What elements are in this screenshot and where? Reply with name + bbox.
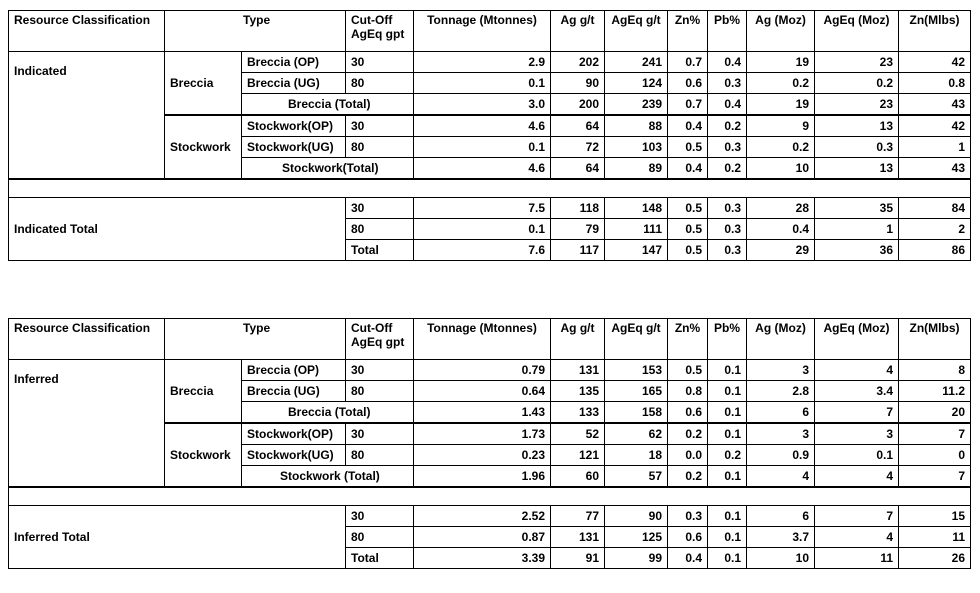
header-pb-pct: Pb% [708, 11, 747, 52]
cell-pb: 0.1 [708, 506, 747, 527]
cell-ageq-moz: 4 [815, 360, 899, 381]
cell-zn: 0.6 [668, 527, 708, 548]
header-ageq-moz: AgEq (Moz) [815, 319, 899, 360]
cell-ageq: 147 [605, 240, 668, 261]
cell-zn: 0.0 [668, 445, 708, 466]
cell-ageq: 124 [605, 73, 668, 94]
cell-zn-mlbs: 11 [899, 527, 971, 548]
cell-tonnage: 4.6 [414, 158, 551, 180]
cell-ageq: 18 [605, 445, 668, 466]
cell-zn-mlbs: 43 [899, 94, 971, 116]
cell-ageq: 153 [605, 360, 668, 381]
cell-cutoff: Total [346, 240, 414, 261]
cell-ag-moz: 3 [747, 360, 815, 381]
cell-tonnage: 0.1 [414, 219, 551, 240]
grand-total-row [9, 198, 971, 219]
cell-ageq-moz: 3.4 [815, 381, 899, 402]
cell-tonnage: 0.1 [414, 137, 551, 158]
cell-tonnage: 1.43 [414, 402, 551, 424]
cell-tonnage: 7.5 [414, 198, 551, 219]
cell-ageq: 57 [605, 466, 668, 488]
header-zn-pct: Zn% [668, 319, 708, 360]
cell-zn-mlbs: 26 [899, 548, 971, 569]
cell-ag: 202 [551, 52, 605, 73]
cell-pb: 0.2 [708, 115, 747, 137]
table-cell [9, 487, 971, 506]
cell-zn: 0.8 [668, 381, 708, 402]
cell-ag-moz: 2.8 [747, 381, 815, 402]
header-ag-gt: Ag g/t [551, 11, 605, 52]
cell-zn: 0.2 [668, 466, 708, 488]
cell-cutoff: 80 [346, 137, 414, 158]
indicated-total-label: Indicated Total [9, 198, 346, 261]
cell-tonnage: 2.52 [414, 506, 551, 527]
cell-type: Breccia (OP) [242, 360, 346, 381]
cell-cutoff: 30 [346, 506, 414, 527]
cell-ag-moz: 9 [747, 115, 815, 137]
header-cutoff: Cut-Off AgEq gpt [346, 319, 414, 360]
header-ageq-gt: AgEq g/t [605, 319, 668, 360]
group-breccia: Breccia [165, 360, 242, 424]
cell-pb: 0.3 [708, 198, 747, 219]
cell-ageq: 111 [605, 219, 668, 240]
cell-pb: 0.1 [708, 381, 747, 402]
cell-ag: 79 [551, 219, 605, 240]
cell-type: Breccia (OP) [242, 52, 346, 73]
cell-type: Stockwork(UG) [242, 137, 346, 158]
cell-tonnage: 0.1 [414, 73, 551, 94]
inferred-total-label: Inferred Total [9, 506, 346, 569]
cell-type: Stockwork(UG) [242, 445, 346, 466]
header-ag-moz: Ag (Moz) [747, 11, 815, 52]
cell-ag-moz: 19 [747, 94, 815, 116]
cell-ageq-moz: 35 [815, 198, 899, 219]
cell-pb: 0.3 [708, 219, 747, 240]
cell-ag-moz: 0.9 [747, 445, 815, 466]
cell-type: Stockwork(OP) [242, 115, 346, 137]
cell-ag: 118 [551, 198, 605, 219]
cell-ag: 90 [551, 73, 605, 94]
cell-zn: 0.5 [668, 198, 708, 219]
cell-ageq-moz: 23 [815, 94, 899, 116]
cell-ageq-moz: 13 [815, 115, 899, 137]
cell-ag-moz: 29 [747, 240, 815, 261]
header-ag-gt: Ag g/t [551, 319, 605, 360]
table-row [9, 360, 971, 381]
cell-ageq-moz: 13 [815, 158, 899, 180]
cell-zn: 0.5 [668, 137, 708, 158]
cell-ageq-moz: 0.2 [815, 73, 899, 94]
cell-ageq-moz: 1 [815, 219, 899, 240]
classification-indicated: Indicated [9, 52, 165, 180]
table-row [9, 52, 971, 73]
inferred-resource-table [8, 318, 971, 569]
cell-ag: 60 [551, 466, 605, 488]
cell-ag-moz: 0.2 [747, 137, 815, 158]
cell-zn: 0.7 [668, 94, 708, 116]
cell-tonnage: 4.6 [414, 115, 551, 137]
cell-ageq: 165 [605, 381, 668, 402]
cell-tonnage: 3.39 [414, 548, 551, 569]
cell-type: Breccia (UG) [242, 73, 346, 94]
cell-ag: 117 [551, 240, 605, 261]
cell-ag: 131 [551, 527, 605, 548]
cell-zn-mlbs: 7 [899, 423, 971, 445]
cell-ageq-moz: 11 [815, 548, 899, 569]
cell-zn: 0.5 [668, 219, 708, 240]
header-resource-classification: Resource Classification [9, 319, 165, 360]
cell-pb: 0.1 [708, 548, 747, 569]
cell-zn-mlbs: 86 [899, 240, 971, 261]
cell-ag: 64 [551, 115, 605, 137]
cell-tonnage: 7.6 [414, 240, 551, 261]
cell-zn-mlbs: 43 [899, 158, 971, 180]
cell-ag-moz: 4 [747, 466, 815, 488]
header-ageq-moz: AgEq (Moz) [815, 11, 899, 52]
cell-tonnage: 3.0 [414, 94, 551, 116]
cell-ag-moz: 6 [747, 506, 815, 527]
cell-ag-moz: 10 [747, 158, 815, 180]
header-ageq-gt: AgEq g/t [605, 11, 668, 52]
cell-zn-mlbs: 7 [899, 466, 971, 488]
cell-zn: 0.4 [668, 158, 708, 180]
cell-tonnage: 0.23 [414, 445, 551, 466]
cell-ageq: 239 [605, 94, 668, 116]
cell-zn-mlbs: 1 [899, 137, 971, 158]
spacer-row [9, 179, 971, 198]
grand-total-row [9, 506, 971, 527]
cell-pb: 0.1 [708, 402, 747, 424]
cell-cutoff: 80 [346, 445, 414, 466]
cell-ageq-moz: 4 [815, 466, 899, 488]
header-zn-pct: Zn% [668, 11, 708, 52]
header-resource-classification: Resource Classification [9, 11, 165, 52]
cell-ag: 52 [551, 423, 605, 445]
cell-ageq-moz: 3 [815, 423, 899, 445]
header-tonnage: Tonnage (Mtonnes) [414, 319, 551, 360]
cell-zn-mlbs: 0.8 [899, 73, 971, 94]
cell-pb: 0.1 [708, 466, 747, 488]
cell-zn-mlbs: 15 [899, 506, 971, 527]
cell-pb: 0.3 [708, 137, 747, 158]
cell-zn: 0.5 [668, 240, 708, 261]
cell-zn-mlbs: 2 [899, 219, 971, 240]
cell-label: Stockwork (Total) [242, 466, 414, 488]
cell-ageq: 99 [605, 548, 668, 569]
cell-zn-mlbs: 11.2 [899, 381, 971, 402]
cell-zn: 0.7 [668, 52, 708, 73]
cell-zn: 0.3 [668, 506, 708, 527]
cell-ageq-moz: 4 [815, 527, 899, 548]
cell-ag-moz: 0.2 [747, 73, 815, 94]
cell-ageq-moz: 7 [815, 402, 899, 424]
cell-ageq: 158 [605, 402, 668, 424]
cell-pb: 0.3 [708, 240, 747, 261]
cell-ag-moz: 0.4 [747, 219, 815, 240]
header-pb-pct: Pb% [708, 319, 747, 360]
header-cutoff: Cut-Off AgEq gpt [346, 11, 414, 52]
cell-cutoff: 80 [346, 381, 414, 402]
cell-cutoff: 30 [346, 423, 414, 445]
cell-cutoff: 80 [346, 219, 414, 240]
cell-zn: 0.2 [668, 423, 708, 445]
cell-ag: 135 [551, 381, 605, 402]
cell-zn: 0.4 [668, 548, 708, 569]
group-stockwork: Stockwork [165, 115, 242, 179]
cell-ageq: 89 [605, 158, 668, 180]
cell-pb: 0.1 [708, 423, 747, 445]
cell-type: Stockwork(OP) [242, 423, 346, 445]
cell-ageq-moz: 23 [815, 52, 899, 73]
cell-label: Breccia (Total) [242, 402, 414, 424]
cell-zn: 0.6 [668, 73, 708, 94]
cell-ageq: 62 [605, 423, 668, 445]
cell-cutoff: 30 [346, 360, 414, 381]
cell-pb: 0.4 [708, 94, 747, 116]
cell-ageq: 125 [605, 527, 668, 548]
cell-ageq: 90 [605, 506, 668, 527]
cell-tonnage: 0.64 [414, 381, 551, 402]
cell-tonnage: 2.9 [414, 52, 551, 73]
cell-tonnage: 1.96 [414, 466, 551, 488]
header-type: Type [165, 11, 346, 52]
cell-ageq-moz: 0.3 [815, 137, 899, 158]
cell-tonnage: 0.79 [414, 360, 551, 381]
cell-ag: 131 [551, 360, 605, 381]
cell-cutoff: 30 [346, 198, 414, 219]
cell-zn-mlbs: 42 [899, 115, 971, 137]
classification-inferred: Inferred [9, 360, 165, 488]
cell-ag-moz: 6 [747, 402, 815, 424]
cell-ag: 200 [551, 94, 605, 116]
table-cell [9, 179, 971, 198]
cell-cutoff: Total [346, 548, 414, 569]
cell-ag-moz: 28 [747, 198, 815, 219]
cell-type: Breccia (UG) [242, 381, 346, 402]
header-tonnage: Tonnage (Mtonnes) [414, 11, 551, 52]
cell-cutoff: 30 [346, 52, 414, 73]
cell-zn: 0.5 [668, 360, 708, 381]
cell-ag: 77 [551, 506, 605, 527]
cell-ag: 72 [551, 137, 605, 158]
cell-pb: 0.2 [708, 158, 747, 180]
cell-zn-mlbs: 20 [899, 402, 971, 424]
group-stockwork: Stockwork [165, 423, 242, 487]
cell-ag-moz: 10 [747, 548, 815, 569]
header-zn-mlbs: Zn(Mlbs) [899, 11, 971, 52]
cell-pb: 0.3 [708, 73, 747, 94]
cell-cutoff: 80 [346, 527, 414, 548]
cell-ageq: 103 [605, 137, 668, 158]
cell-tonnage: 1.73 [414, 423, 551, 445]
cell-ag-moz: 3.7 [747, 527, 815, 548]
cell-zn: 0.4 [668, 115, 708, 137]
cell-pb: 0.1 [708, 360, 747, 381]
cell-cutoff: 30 [346, 115, 414, 137]
cell-pb: 0.2 [708, 445, 747, 466]
cell-ag: 133 [551, 402, 605, 424]
cell-zn-mlbs: 0 [899, 445, 971, 466]
cell-ag-moz: 3 [747, 423, 815, 445]
cell-cutoff: 80 [346, 73, 414, 94]
cell-zn-mlbs: 84 [899, 198, 971, 219]
cell-pb: 0.4 [708, 52, 747, 73]
cell-pb: 0.1 [708, 527, 747, 548]
cell-ageq: 88 [605, 115, 668, 137]
cell-tonnage: 0.87 [414, 527, 551, 548]
header-zn-mlbs: Zn(Mlbs) [899, 319, 971, 360]
spacer-row [9, 487, 971, 506]
cell-ageq-moz: 0.1 [815, 445, 899, 466]
table-header-row [9, 11, 971, 52]
cell-ag: 91 [551, 548, 605, 569]
cell-ageq: 241 [605, 52, 668, 73]
cell-ag-moz: 19 [747, 52, 815, 73]
cell-label: Stockwork(Total) [242, 158, 414, 180]
cell-zn-mlbs: 42 [899, 52, 971, 73]
table-header-row [9, 319, 971, 360]
header-type: Type [165, 319, 346, 360]
indicated-resource-table [8, 10, 971, 261]
group-breccia: Breccia [165, 52, 242, 116]
cell-ageq-moz: 7 [815, 506, 899, 527]
cell-ag: 64 [551, 158, 605, 180]
cell-ag: 121 [551, 445, 605, 466]
cell-ageq-moz: 36 [815, 240, 899, 261]
cell-label: Breccia (Total) [242, 94, 414, 116]
header-ag-moz: Ag (Moz) [747, 319, 815, 360]
cell-zn: 0.6 [668, 402, 708, 424]
cell-ageq: 148 [605, 198, 668, 219]
cell-zn-mlbs: 8 [899, 360, 971, 381]
